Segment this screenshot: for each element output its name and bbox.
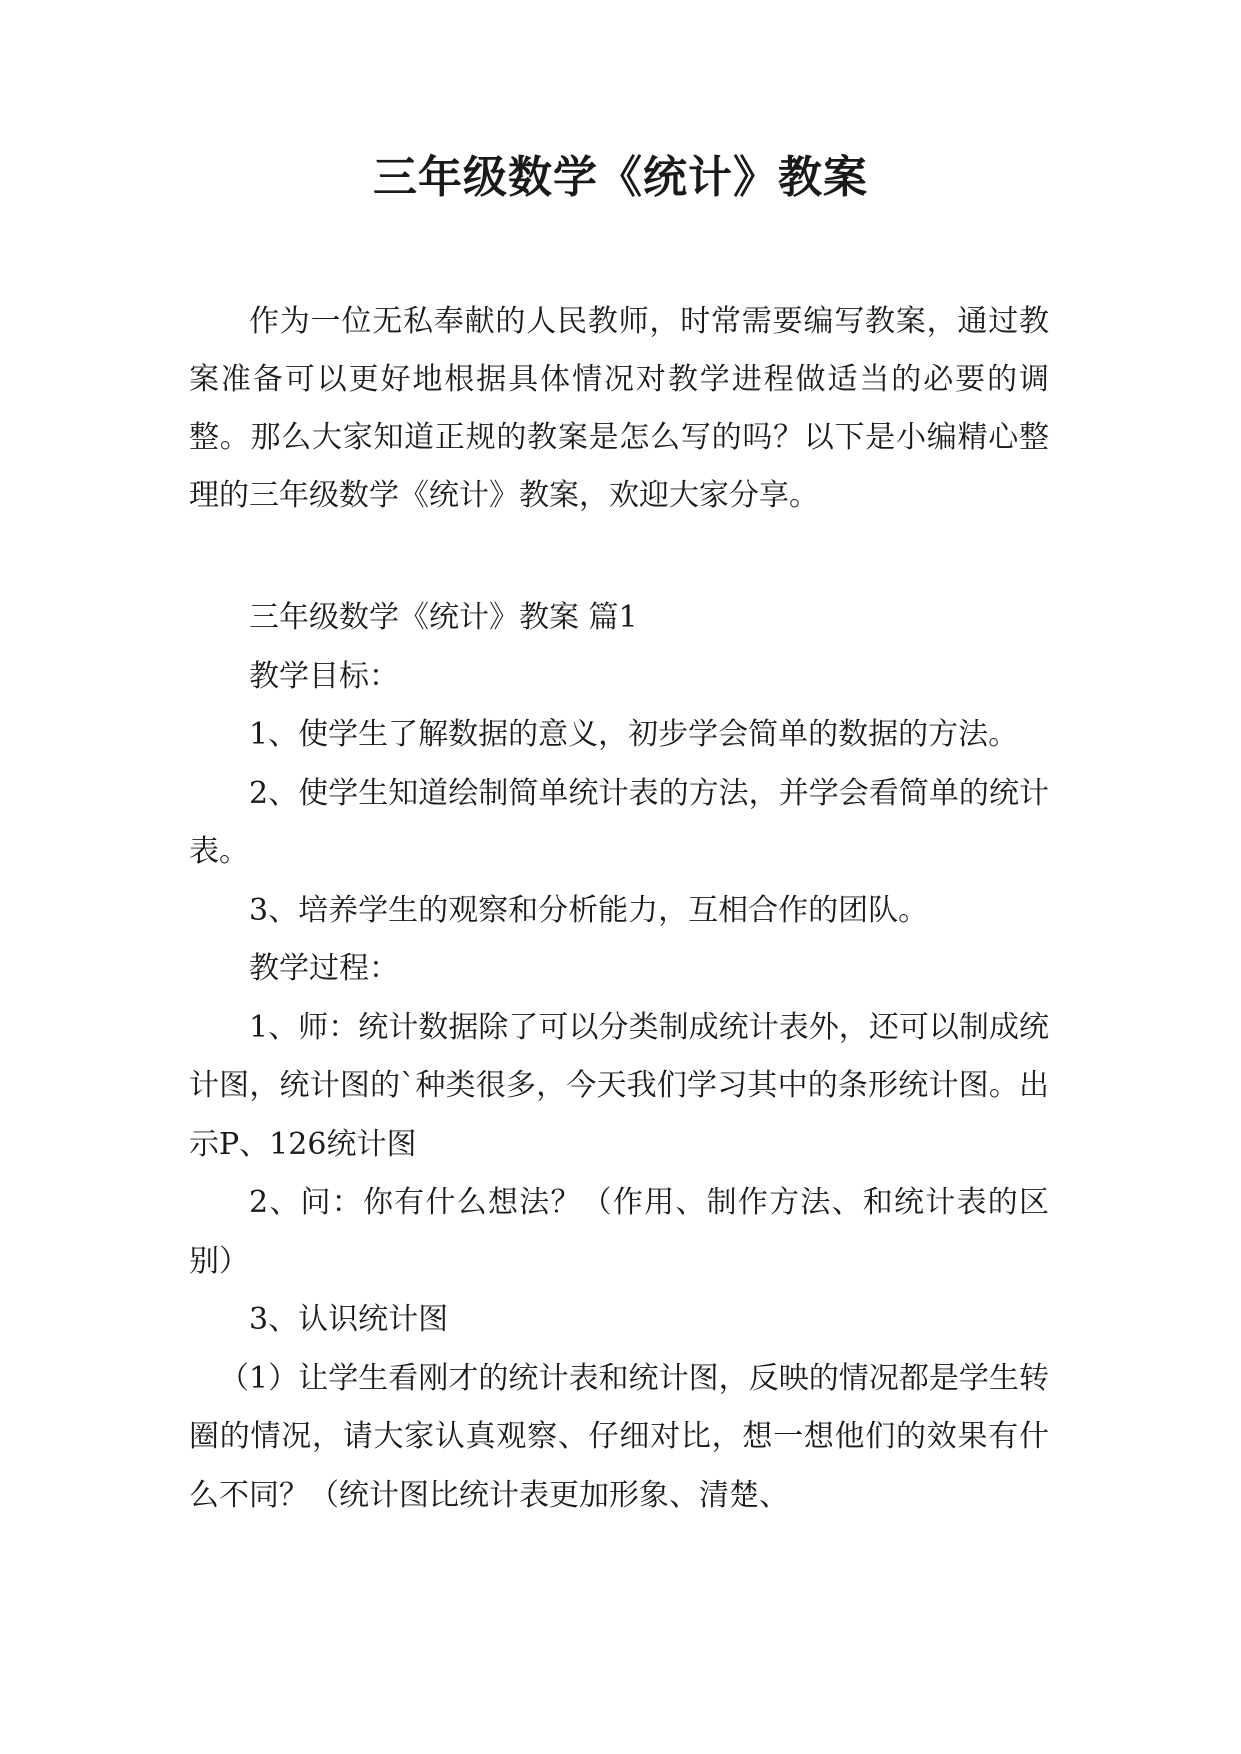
document-title: 三年级数学《统计》教案 — [373, 152, 868, 203]
intro-paragraph: 作为一位无私奉献的人民教师，时常需要编写教案，通过教案准备可以更好地根据具体情况对教学进程做适当的必要的调整。那么大家知道正规的教案是怎么写的吗？以下是小编精心整理的三年级数学《统计》教案，欢迎大家分享。 — [189, 304, 1049, 513]
document-body — [189, 293, 1049, 1525]
objective-item-3: 3、培养学生的观察和分析能力，互相合作的团队。 — [249, 892, 929, 928]
process-item-2: 2、问：你有什么想法？（作用、制作方法、和统计表的区别） — [189, 1185, 1049, 1279]
objective-item-2: 2、使学生知道绘制简单统计表的方法，并学会看简单的统计表。 — [189, 775, 1049, 869]
process-item-3: 3、认识统计图 — [249, 1302, 449, 1337]
process-item-1: 1、师：统计数据除了可以分类制成统计表外，还可以制成统计图，统计图的`种类很多，今天我们学习其中的条形统计图。出示P、126统计图 — [189, 1009, 1049, 1162]
objectives-heading: 教学目标： — [249, 658, 399, 694]
section-heading: 三年级数学《统计》教案 篇1 — [249, 600, 638, 635]
process-item-3-1: （1）让学生看刚才的统计表和统计图，反映的情况都是学生转圈的情况，请大家认真观察、仔细对比，想一想他们的效果有什么不同？（统计图比统计表更加形象、清楚、 — [189, 1360, 1049, 1513]
objective-item-1: 1、使学生了解数据的意义，初步学会简单的数据的方法。 — [249, 717, 1019, 752]
process-heading: 教学过程： — [249, 951, 399, 986]
section-1 — [189, 589, 1049, 1525]
